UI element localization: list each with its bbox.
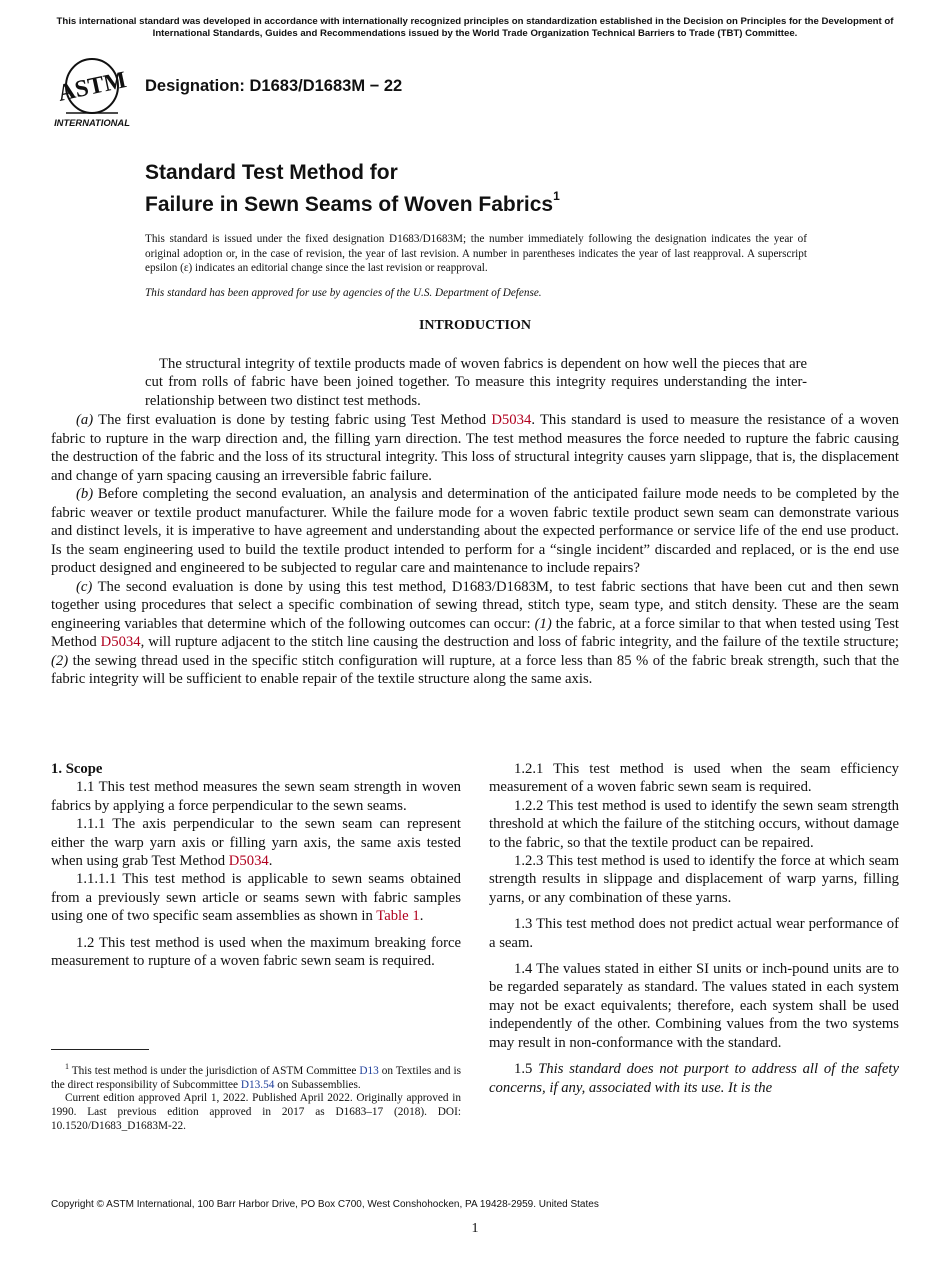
- scope-right-column: [489, 760, 899, 1097]
- section-1-2-3: 1.2.3 This test method is used to identify the force at which seam strength results in slippage and displacement of warp yarns, filling yarns, or any combination of these yarns.: [489, 853, 899, 906]
- title-line-1: Standard Test Method for: [145, 161, 398, 184]
- section-1-1-1: [51, 815, 461, 870]
- copyright: Copyright © ASTM International, 100 Barr Harbor Drive, PO Box C700, West Conshohocken, PA 19428-2959. United States: [51, 1199, 599, 1210]
- scope-left-column: [51, 760, 461, 970]
- section-1-5-number: 1.5: [514, 1061, 539, 1078]
- intro-c-pre: The second evaluation is done by using this test method, D1683/D1683M, to test fabric sections that have been cut and then sewn together using procedures that select a specific combination of sewing thread, stitch type, seam type, and stitch density. These are the seam engineering variables that determine which of the following outcomes can occur:: [51, 578, 899, 632]
- intro-c-mid-2: , will rupture adjacent to the stitch line causing the destruction and loss of fabric integrity, and the failure of the textile structure;: [140, 634, 899, 650]
- section-1-1-1-1-text: 1.1.1.1 This test method is applicable to sewn seams obtained from a previously sewn article or seams sewn with fabric samples using one of two specific seam assemblies as shown in: [51, 871, 461, 925]
- wto-notice: This international standard was developed in accordance with internationally recognized principles on standardization established in the Decision on Principles for the Development of International Standards, Guides and Recommendations issued by the World Trade Organization Technical Barriers to Trade (TBT) Committee.: [56, 16, 894, 39]
- link-committee-d13[interactable]: D13: [359, 1064, 379, 1077]
- intro-c-mid-1: the fabric, at a force similar to that when tested using Test Method: [51, 615, 899, 650]
- title-line-2: [145, 186, 560, 218]
- footnote-1: [51, 1060, 461, 1092]
- logo-subtext: INTERNATIONAL: [54, 117, 130, 128]
- intro-c-item-2: (2): [51, 652, 69, 669]
- issue-notice: This standard is issued under the fixed designation D1683/D1683M; the number immediately following the designation indicates the year of original adoption or, in the case of revision, the year of last revision. A number in parentheses indicates the year of last reapproval. A superscript epsilon (ε) indicates an editorial change since the last revision or reapproval.: [145, 233, 807, 274]
- introduction-body: [51, 411, 899, 689]
- astm-logo-icon: [52, 56, 136, 132]
- astm-logo: [52, 56, 136, 132]
- intro-c-post: the sewing thread used in the specific stitch configuration will rupture, at a force less than 85 % of the fabric break strength, such that the fabric integrity will be sufficient to enable repair of the textile structure along the same axis.: [51, 652, 899, 687]
- footnote-1-mid: on Textiles and is the direct responsibility of Subcommittee: [51, 1064, 461, 1091]
- introduction-heading: INTRODUCTION: [418, 318, 531, 333]
- section-1-1: 1.1 This test method measures the sewn seam strength in woven fabrics by applying a force perpendicular to the sewn seams.: [51, 779, 461, 814]
- link-table-1[interactable]: Table 1: [376, 908, 420, 925]
- intro-a-pre: The first evaluation is done by testing fabric using Test Method: [98, 412, 492, 428]
- logo-text: ASTM: [55, 67, 129, 107]
- footnote: [51, 1060, 461, 1134]
- dod-notice: This standard has been approved for use by agencies of the U.S. Department of Defense.: [145, 287, 542, 299]
- intro-a-label: (a): [76, 412, 94, 428]
- link-subcommittee-d13-54[interactable]: D13.54: [240, 1078, 275, 1091]
- title-line-2-text: Failure in Sewn Seams of Woven Fabrics: [145, 193, 554, 216]
- footnote-edition: Current edition approved April 1, 2022. Published April 2022. Originally approved in 1990. Last previous edition approved in 2017 as D1683–17 (2018). DOI: 10.1520/D1683_D1683M-22.: [51, 1092, 461, 1132]
- section-1-2-2: 1.2.2 This test method is used to identify the sewn seam strength threshold at which the failure of the stitching occurs, without damage to the fabric, so that the textile product can be repaired.: [489, 797, 899, 851]
- intro-c-item-1: (1): [534, 615, 552, 632]
- section-1-1-1-1: [51, 870, 461, 925]
- link-d5034[interactable]: D5034: [228, 853, 269, 870]
- designation: Designation: D1683/D1683M − 22: [145, 77, 403, 95]
- link-d5034[interactable]: D5034: [491, 412, 532, 428]
- section-1-2: 1.2 This test method is used when the maximum breaking force measurement to rupture of a woven fabric sewn seam is required.: [51, 934, 461, 970]
- footnote-divider: [51, 1049, 149, 1050]
- intro-c-label: (c): [76, 578, 93, 595]
- intro-b-label: (b): [76, 486, 94, 502]
- footnote-1-text: This test method is under the jurisdiction of ASTM Committee: [69, 1064, 360, 1077]
- intro-paragraph-b: [51, 485, 899, 578]
- intro-a-post: . This standard is used to measure the resistance of a woven fabric to rupture in the warp direction and, the filling yarn direction. The test method measures the force needed to rupture the fabric causing the destruction of the fabric and the loss of its structural integrity. This loss of structural integrity causes yarn slippage, that is, the displacement and change of yarn spacing causing an irreversible fabric failure.: [51, 412, 899, 484]
- intro-paragraph-c: [51, 578, 899, 689]
- section-1-1-1-text: 1.1.1 The axis perpendicular to the sewn seam can represent either the warp yarn axis or filling yarn axis, the same axis tested when using grab Test Method: [51, 816, 461, 870]
- scope-heading: 1. Scope: [51, 761, 103, 777]
- intro-b-text: Before completing the second evaluation, an analysis and determination of the anticipated failure mode needs to be completed by the fabric weaver or textile product manufacturer. While the failure mode for a woven fabric textile product sewn seam can demonstrate various and distinct levels, it is imperative to have agreement and understanding about the expected performance or service life of the end use product. Is the seam engineering used to build the textile product intended to perform for a “single incident” discarded and replaced, or is the end use product designed and engineered to be subjected to regular care and maintenance to include repairs?: [51, 486, 900, 576]
- footnote-mark: 1: [65, 1062, 69, 1071]
- section-1-2-1: 1.2.1 This test method is used when the seam efficiency measurement of a woven fabric sewn seam is required.: [489, 761, 899, 796]
- introduction-lead: The structural integrity of textile products made of woven fabrics is dependent on how well the pieces that are cut from rolls of fabric have been joined together. To measure this integrity requires understanding the inter-relationship between two distinct test methods.: [145, 356, 807, 409]
- page-number: 1: [471, 1221, 479, 1236]
- section-1-5: [489, 1060, 899, 1097]
- footnote-1-post: on Subassemblies.: [274, 1078, 361, 1091]
- page-title: [145, 160, 560, 218]
- section-1-1-1-post: .: [268, 853, 273, 870]
- intro-paragraph-a: [51, 411, 899, 485]
- section-1-1-1-1-post: .: [419, 908, 424, 925]
- section-1-4: 1.4 The values stated in either SI units or inch-pound units are to be regarded separately as standard. The values stated in each system may not be exact equivalents; therefore, each system shall be used independently of the other. Combining values from the two systems may result in non-conformance with the standard.: [489, 961, 899, 1051]
- title-footnote-mark: 1: [553, 189, 560, 203]
- link-d5034[interactable]: D5034: [100, 634, 141, 650]
- section-1-3: 1.3 This test method does not predict actual wear performance of a seam.: [489, 916, 899, 951]
- section-1-5-text: This standard does not purport to address all of the safety concerns, if any, associated with its use. It is the: [489, 1061, 900, 1096]
